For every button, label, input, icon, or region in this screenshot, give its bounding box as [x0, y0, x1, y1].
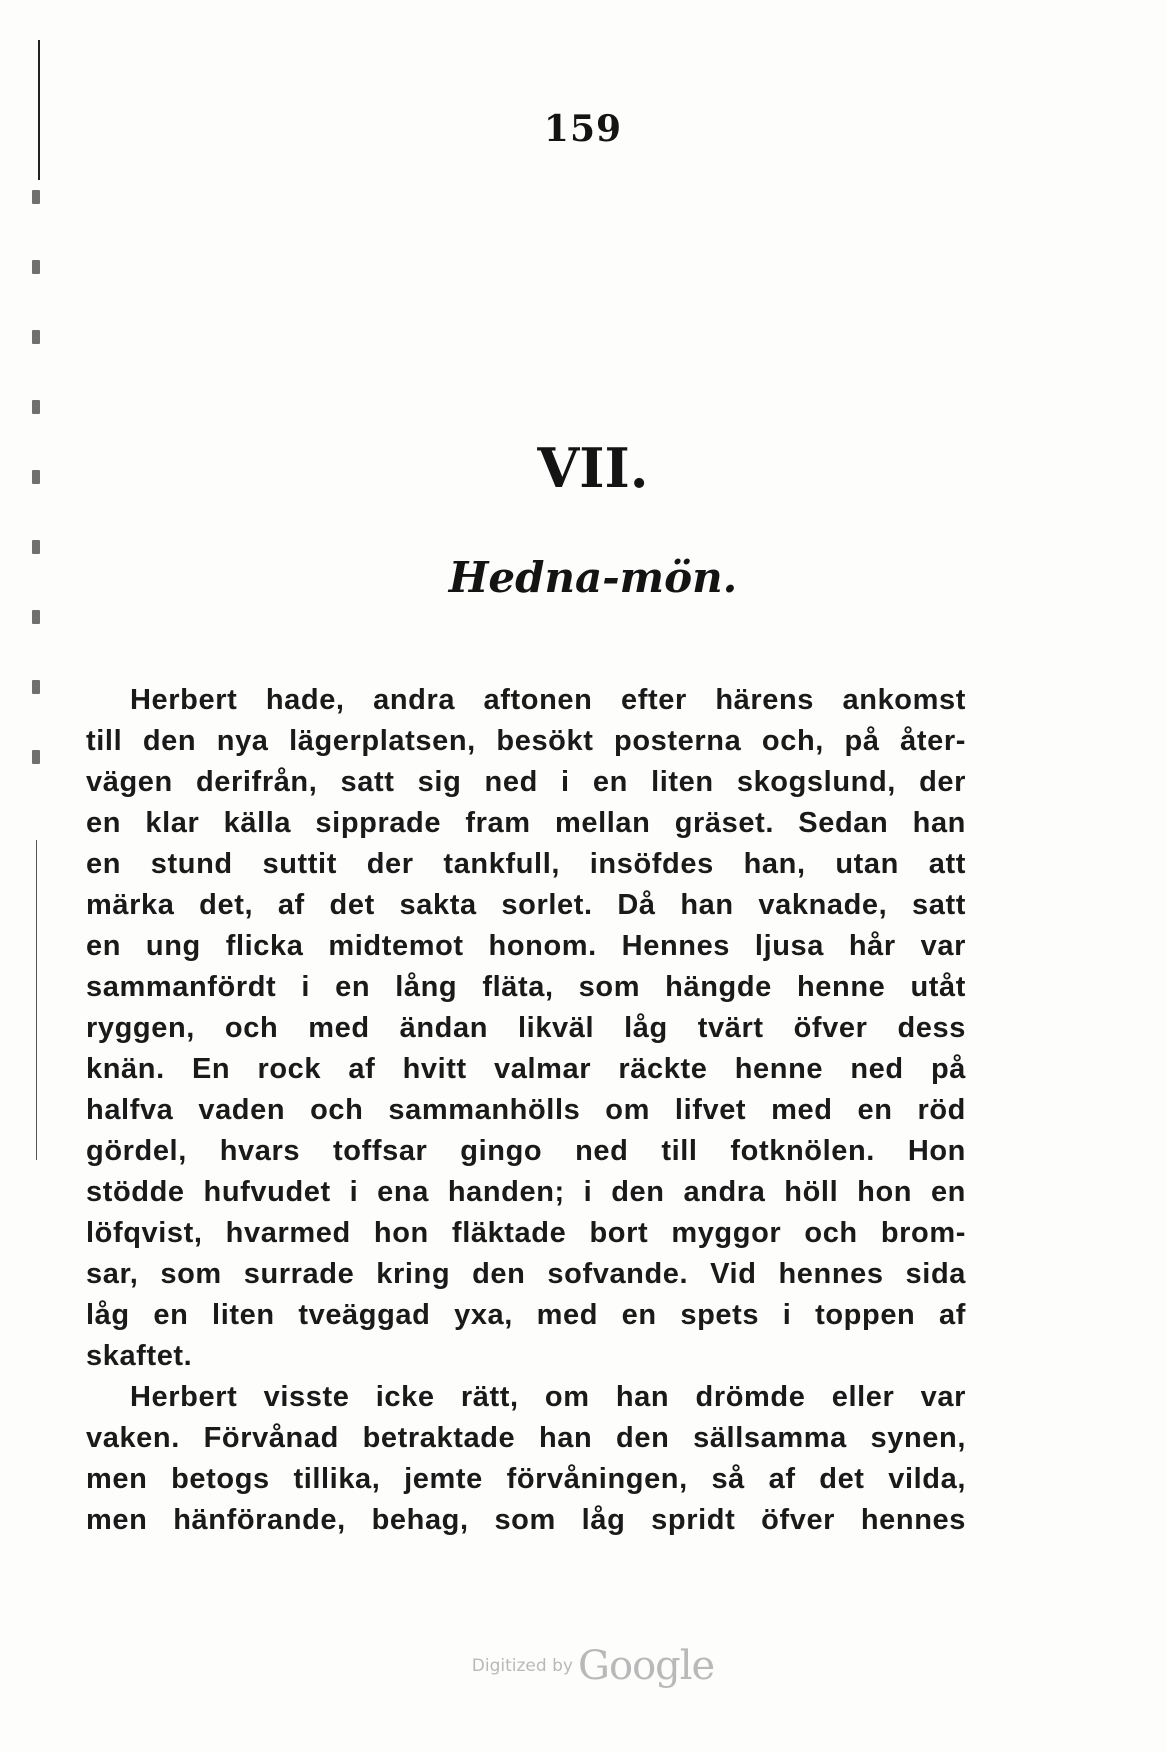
text-line: en klar källa sipprade fram mellan gräset. Sedan han — [86, 807, 966, 839]
page-number: 159 — [543, 108, 623, 150]
text-line: till den nya lägerplatsen, besökt posterna och, på åter- — [86, 725, 966, 757]
text-line: en stund suttit der tankfull, insöfdes han, utan att — [86, 848, 966, 880]
watermark-prefix: Digitized by — [471, 1656, 573, 1676]
text-line: knän. En rock af hvitt valmar räckte henne ned på — [86, 1053, 966, 1085]
text-line: ryggen, och med ändan likväl låg tvärt öfver dess — [86, 1012, 966, 1044]
text-line: halfva vaden och sammanhölls om lifvet med en röd — [86, 1094, 966, 1126]
edge-mark — [32, 260, 40, 274]
text-line: en ung flicka midtemot honom. Hennes ljusa hår var — [86, 930, 966, 962]
text-line: sar, som surrade kring den sofvande. Vid hennes sida — [86, 1258, 966, 1290]
edge-mark — [32, 400, 40, 414]
text-line: skaftet. — [86, 1340, 193, 1372]
paragraph-1 — [86, 680, 966, 1377]
body-text — [86, 680, 966, 1541]
text-line: märka det, af det sakta sorlet. Då han vaknade, satt — [86, 889, 966, 921]
scan-edge-marks — [28, 190, 48, 850]
text-line: men betogs tillika, jemte förvåningen, så af det vilda, — [86, 1463, 966, 1495]
text-line: gördel, hvars toffsar gingo ned till fotknölen. Hon — [86, 1135, 966, 1167]
scan-edge-line-lower — [36, 840, 37, 1160]
paragraph-2 — [86, 1377, 966, 1541]
digitization-watermark — [0, 1643, 1166, 1689]
edge-mark — [32, 610, 40, 624]
text-line: löfqvist, hvarmed hon fläktade bort myggor och brom- — [86, 1217, 966, 1249]
text-line: stödde hufvudet i ena handen; i den andra höll hon en — [86, 1176, 966, 1208]
edge-mark — [32, 330, 40, 344]
text-line: men hänförande, behag, som låg spridt öfver hennes — [86, 1504, 966, 1536]
edge-mark — [32, 540, 40, 554]
text-line: Herbert visste icke rätt, om han drömde eller var — [130, 1381, 966, 1413]
chapter-title: Hedna-mön. — [448, 553, 738, 602]
text-line: sammanfördt i en lång fläta, som hängde henne utåt — [86, 971, 966, 1003]
chapter-number: VII. — [537, 436, 649, 500]
text-line: låg en liten tveäggad yxa, med en spets i toppen af — [86, 1299, 966, 1331]
text-line: vaken. Förvånad betraktade han den sällsamma synen, — [86, 1422, 966, 1454]
text-line: vägen derifrån, satt sig ned i en liten skogslund, der — [86, 766, 966, 798]
edge-mark — [32, 750, 40, 764]
watermark-brand-logo: Google — [578, 1643, 715, 1689]
edge-mark — [32, 190, 40, 204]
text-line: Herbert hade, andra aftonen efter härens ankomst — [130, 684, 966, 716]
edge-mark — [32, 680, 40, 694]
